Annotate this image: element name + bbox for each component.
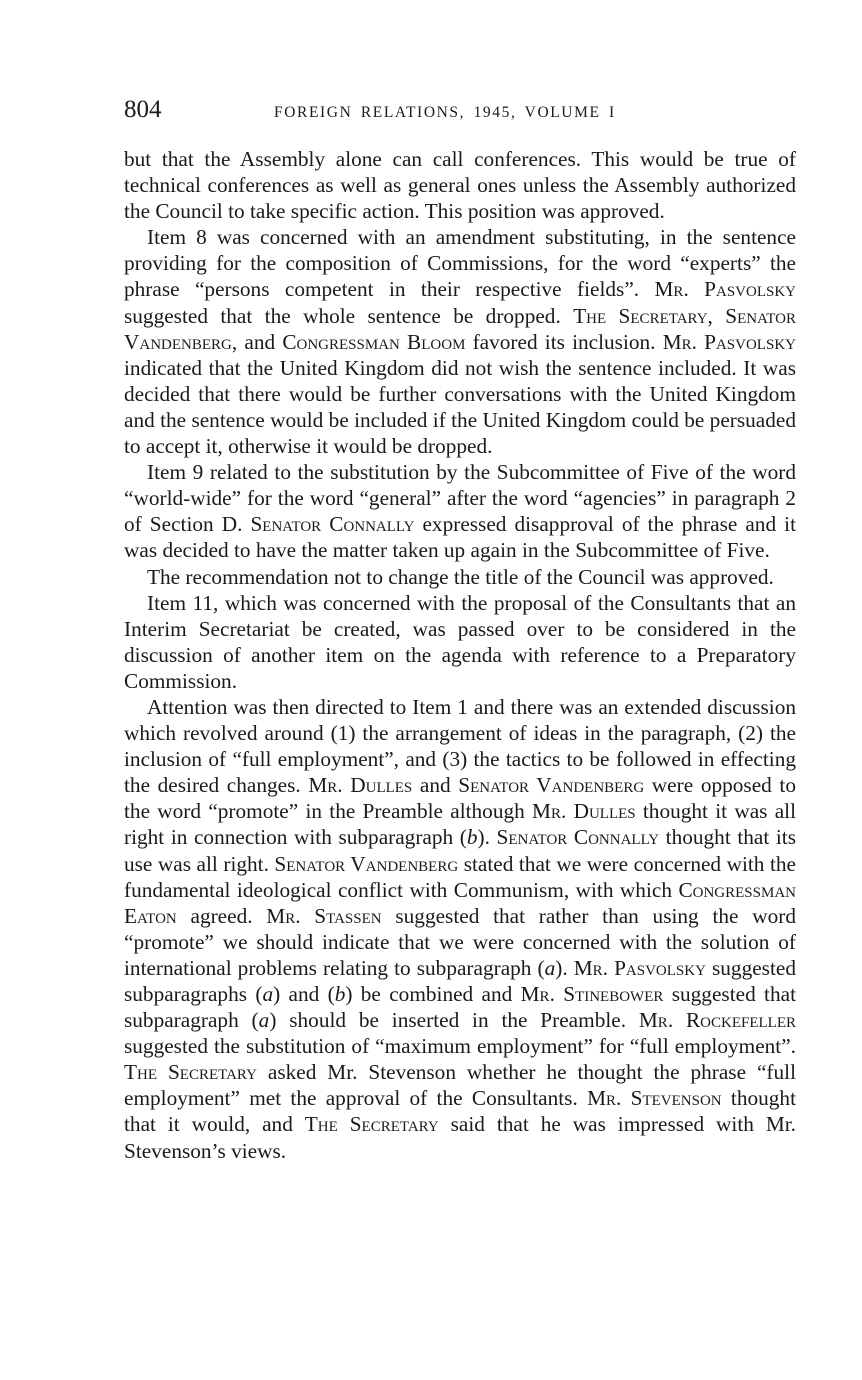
text-run: The recommendation not to change the title of the Council was approved. xyxy=(147,564,774,589)
speaker-name: Mr. Pasvolsky xyxy=(573,955,706,980)
text-run: agreed. xyxy=(176,903,267,928)
speaker-name: The Secretary xyxy=(124,1060,257,1085)
text-run: asked Mr. Stevenson whether he thought the phrase “full employment” met the approval of the Consultants. xyxy=(124,1060,797,1111)
text-run: favored its inclusion. xyxy=(465,329,663,354)
text-run: ) be combined and xyxy=(345,982,521,1006)
text-run: thought it was all right in connection with subparagraph ( xyxy=(124,799,796,850)
paragraph xyxy=(124,590,796,694)
text-run: stated that we were concerned with the fundamental ideological conflict with Communism, with which xyxy=(124,851,796,902)
text-run: said that he was impressed with Mr. Stevenson’s views. xyxy=(124,1112,797,1163)
speaker-name: Senator Connally xyxy=(250,512,415,537)
italic-text: b xyxy=(334,982,346,1006)
speaker-name: Senator Connally xyxy=(496,825,660,850)
speaker-name: Mr. Stevenson xyxy=(587,1086,722,1111)
text-run: Item 8 was concerned with an amendment substituting, in the sentence providing for the composition of Commissions, for the word “experts” the phrase “persons competent in their respective fields”. xyxy=(124,225,796,302)
text-run: suggested that subparagraph ( xyxy=(124,982,796,1033)
text-run: , xyxy=(707,303,726,328)
paragraph xyxy=(124,564,796,590)
speaker-name: Senator Vandenberg xyxy=(458,773,645,798)
speaker-name: The Secretary xyxy=(573,303,708,328)
text-run: suggested that the whole sentence be dropped. xyxy=(124,303,574,328)
text-run: ) and ( xyxy=(273,982,335,1006)
italic-text: b xyxy=(466,825,478,850)
text-run: suggested subparagraphs ( xyxy=(124,955,796,1006)
speaker-name: Senator Vandenberg xyxy=(274,851,459,876)
text-run: were opposed to the word “promote” in the Preamble although xyxy=(124,773,796,824)
speaker-name: Mr. Dulles xyxy=(532,799,636,824)
text-run: Item 9 related to the substitution by the Subcommittee of Five of the word “world-wide” for the word “general” after the word “agencies” in paragraph 2 of Section D. xyxy=(124,460,796,537)
italic-text: a xyxy=(544,955,556,980)
speaker-name: Congressman Bloom xyxy=(282,329,466,354)
speaker-name: Mr. Rockefeller xyxy=(638,1008,797,1033)
paragraph xyxy=(124,146,796,224)
text-run: ) should be inserted in the Preamble. xyxy=(269,1008,639,1033)
text-run: ). xyxy=(555,955,574,980)
speaker-name: Congressman Eaton xyxy=(124,877,796,928)
speaker-name: Mr. Stassen xyxy=(266,903,382,928)
running-head-title: FOREIGN RELATIONS, 1945, VOLUME I xyxy=(274,104,616,121)
speaker-name: Mr. Stinebower xyxy=(520,982,664,1006)
paragraph xyxy=(124,694,796,1164)
text-run: but that the Assembly alone can call conferences. This would be true of technical conferences as well as general ones unless the Assembly authorized the Council to take specific action. This position was approved. xyxy=(124,147,796,224)
text-run: thought that it would, and xyxy=(124,1086,796,1137)
text-run: , and xyxy=(231,329,283,354)
speaker-name: Mr. Pasvolsky xyxy=(654,277,797,302)
running-head xyxy=(124,96,796,138)
document-page xyxy=(124,96,796,1164)
body-text xyxy=(124,146,796,1164)
text-run: indicated that the United Kingdom did not wish the sentence included. It was decided that there would be further conversations with the United Kingdom and the sentence would be included if the United Kingdom could be persuaded to accept it, otherwise it would be dropped. xyxy=(124,355,796,459)
text-run: ). xyxy=(477,825,497,850)
speaker-name: The Secretary xyxy=(304,1112,439,1137)
page-number: 804 xyxy=(124,96,162,123)
italic-text: a xyxy=(262,982,274,1006)
speaker-name: Mr. Dulles xyxy=(308,773,413,798)
text-run: suggested that rather than using the word “promote” we should indicate that we were concerned with the solution of international problems relating to subparagraph ( xyxy=(124,903,796,980)
text-run: Item 11, which was concerned with the proposal of the Consultants that an Interim Secretariat be created, was passed over to be considered in the discussion of another item on the agenda with reference to a Preparatory Commission. xyxy=(124,590,796,693)
text-run: thought that its use was all right. xyxy=(124,825,796,876)
paragraph xyxy=(124,224,796,459)
speaker-name: Mr. Pasvolsky xyxy=(662,329,796,354)
speaker-name: Senator Vandenberg xyxy=(124,303,796,354)
italic-text: a xyxy=(258,1008,270,1033)
text-run: Attention was then directed to Item 1 and there was an extended discussion which revolved around (1) the arrangement of ideas in the paragraph, (2) the inclusion of “full employment”, and (3) the tactics to be followed in effecting the desired changes. xyxy=(124,694,796,798)
text-run: expressed disapproval of the phrase and it was decided to have the matter taken up again in the Subcommittee of Five. xyxy=(124,512,796,563)
paragraph xyxy=(124,459,796,563)
text-run: suggested the substitution of “maximum employment” for “full employment”. xyxy=(124,1034,796,1059)
text-run: and xyxy=(412,773,459,798)
